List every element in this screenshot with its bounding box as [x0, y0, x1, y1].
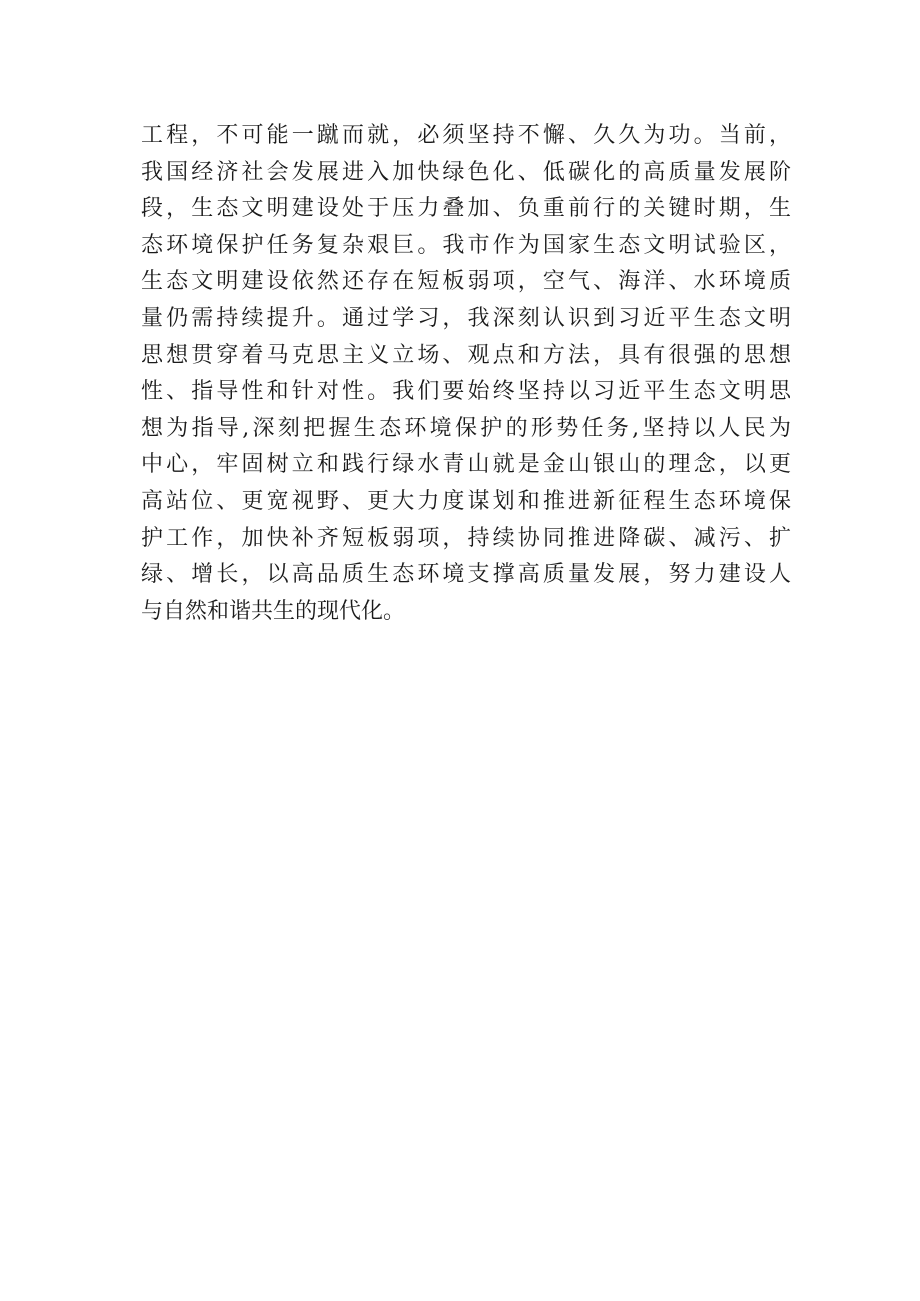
paragraph-line: 段，生态文明建设处于压力叠加、负重前行的关键时期，生	[141, 196, 791, 222]
paragraph-line: 想为指导,深刻把握生态环境保护的形势任务,坚持以人民为	[141, 415, 791, 441]
paragraph-line: 工程，不可能一蹴而就，必须坚持不懈、久久为功。当前，	[141, 123, 791, 148]
paragraph-line: 高站位、更宽视野、更大力度谋划和推进新征程生态环境保	[141, 488, 791, 514]
paragraph-line: 我国经济社会发展进入加快绿色化、低碳化的高质量发展阶	[141, 159, 791, 185]
body-paragraph	[141, 118, 791, 630]
paragraph-line: 性、指导性和针对性。我们要始终坚持以习近平生态文明思	[141, 379, 791, 405]
paragraph-line: 与自然和谐共生的现代化。	[141, 598, 406, 624]
paragraph-line: 绿、增长，以高品质生态环境支撑高质量发展，努力建设人	[141, 562, 791, 588]
paragraph-line: 护工作，加快补齐短板弱项，持续协同推进降碳、减污、扩	[141, 525, 791, 551]
paragraph-line: 中心，牢固树立和践行绿水青山就是金山银山的理念，以更	[141, 452, 791, 478]
paragraph-line: 思想贯穿着马克思主义立场、观点和方法，具有很强的思想	[141, 342, 791, 368]
paragraph-line: 生态文明建设依然还存在短板弱项，空气、海洋、水环境质	[141, 269, 791, 295]
paragraph-line: 量仍需持续提升。通过学习，我深刻认识到习近平生态文明	[141, 305, 791, 331]
paragraph-line: 态环境保护任务复杂艰巨。我市作为国家生态文明试验区，	[141, 232, 791, 258]
